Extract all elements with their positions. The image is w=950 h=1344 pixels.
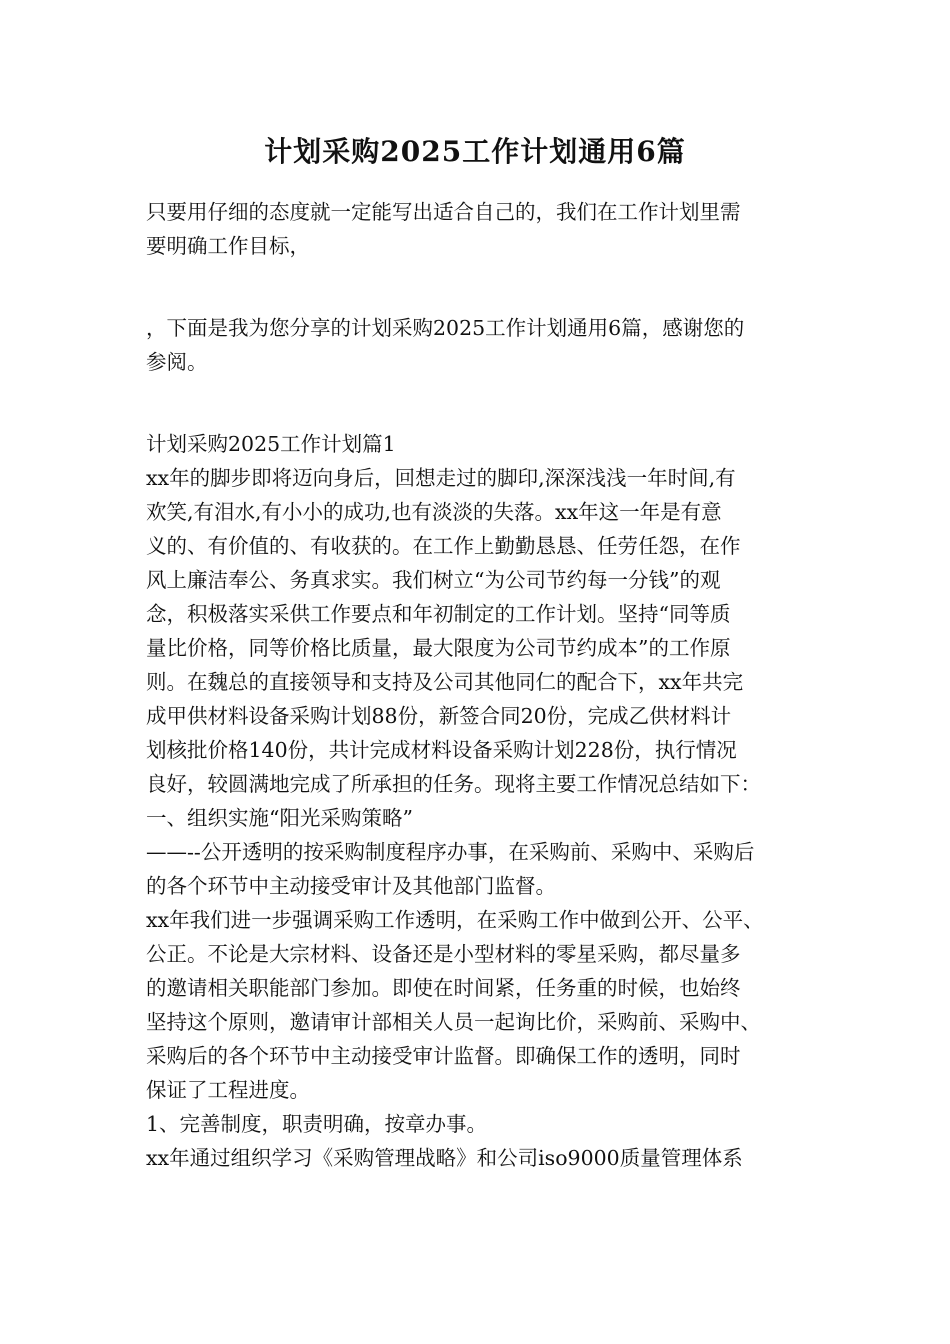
document-body [146,195,826,1175]
section-heading: 计划采购2025工作计划篇1 [146,432,396,456]
body-line: 则。在魏总的直接领导和支持及公司其他同仁的配合下，xx年共完 [146,670,744,694]
body-line: 量比价格，同等价格比质量，最大限度为公司节约成本”的工作原 [146,636,731,660]
body-line: 采购后的各个环节中主动接受审计监督。即确保工作的透明，同时 [146,1044,741,1068]
body-line: 良好，较圆满地完成了所承担的任务。现将主要工作情况总结如下： [146,772,761,796]
body-line: 的各个环节中主动接受审计及其他部门监督。 [146,874,556,898]
subheading-line: 1、完善制度，职责明确，按章办事。 [146,1112,488,1136]
body-line: 成甲供材料设备采购计划88份，新签合同20份，完成乙供材料计 [146,704,732,728]
body-line: xx年的脚步即将迈向身后，回想走过的脚印,深深浅浅一年时间,有 [146,466,736,490]
intro2-line-2: 参阅。 [146,350,208,374]
document-title: 计划采购2025工作计划通用6篇 [264,135,686,168]
body-line: 欢笑,有泪水,有小小的成功,也有淡淡的失落。xx年这一年是有意 [146,500,722,524]
paragraph-gap [146,379,826,427]
body-line: 保证了工程进度。 [146,1078,310,1102]
body-line: 公正。不论是大宗材料、设备还是小型材料的零星采购，都尽量多 [146,942,741,966]
body-line: 风上廉洁奉公、务真求实。我们树立“为公司节约每一分钱”的观 [146,568,721,592]
body-line: 念，积极落实采供工作要点和年初制定的工作计划。坚持“同等质 [146,602,731,626]
body-line: xx年我们进一步强调采购工作透明，在采购工作中做到公开、公平、 [146,908,764,932]
intro-line-1: 只要用仔细的态度就一定能写出适合自己的，我们在工作计划里需 [146,200,741,224]
paragraph-gap [146,263,826,311]
intro2-line-1: ，下面是我为您分享的计划采购2025工作计划通用6篇，感谢您的 [146,316,745,340]
body-line: 坚持这个原则，邀请审计部相关人员一起询比价，采购前、采购中、 [146,1010,761,1034]
body-line: xx年通过组织学习《采购管理战略》和公司iso9000质量管理体系 [146,1146,743,1170]
body-line: 义的、有价值的、有收获的。在工作上勤勤恳恳、任劳任怨，在作 [146,534,741,558]
intro-line-2: 要明确工作目标， [146,234,310,258]
body-line: ——--公开透明的按采购制度程序办事，在采购前、采购中、采购后 [146,840,755,864]
body-line: 划核批价格140份，共计完成材料设备采购计划228份，执行情况 [146,738,737,762]
body-line: 的邀请相关职能部门参加。即使在时间紧，任务重的时候，也始终 [146,976,741,1000]
subheading-line: 一、组织实施“阳光采购策略” [146,806,413,830]
